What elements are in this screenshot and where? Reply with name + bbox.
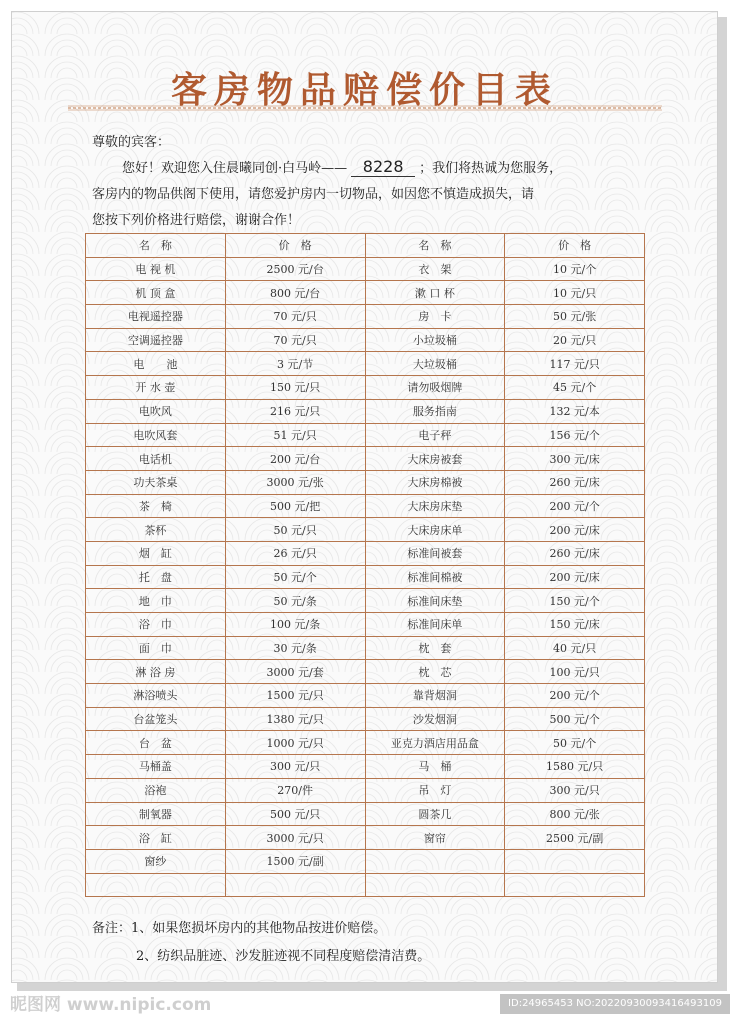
item-price-cell: 50 元/条 [225,589,365,613]
room-number: 8228 [351,158,415,177]
item-name-cell: 地 巾 [86,589,226,613]
item-price-cell: 26 元/只 [225,541,365,565]
item-name-cell: 标准间床垫 [365,589,505,613]
item-name-cell: 马桶盖 [86,755,226,779]
item-price-cell: 156 元/个 [505,423,645,447]
item-name-cell: 浴袍 [86,778,226,802]
item-price-cell [505,873,645,897]
intro-line-1-after: ；我们将热诚为您服务， [419,161,563,176]
item-name-cell [365,849,505,873]
item-price-cell: 800 元/台 [225,281,365,305]
table-row [86,589,645,613]
item-price-cell: 10 元/个 [505,257,645,281]
item-price-cell: 3 元/节 [225,352,365,376]
item-price-cell: 150 元/床 [505,613,645,637]
item-name-cell: 电吹风套 [86,423,226,447]
item-price-cell: 300 元/只 [505,778,645,802]
header-price: 价 格 [505,234,645,258]
item-price-cell: 1500 元/副 [225,849,365,873]
item-price-cell [505,849,645,873]
nipic-id-watermark: ID:24965453 NO:20220930093416493109 [500,994,730,1014]
table-row [86,305,645,329]
item-name-cell: 电子秤 [365,423,505,447]
item-name-cell: 沙发烟洞 [365,707,505,731]
item-price-cell: 800 元/张 [505,802,645,826]
item-name-cell: 电视遥控器 [86,305,226,329]
intro-line-1-before: 您好！欢迎您入住晨曦同创·白马岭—— [122,161,348,176]
item-name-cell: 请勿吸烟牌 [365,376,505,400]
item-price-cell: 3000 元/套 [225,660,365,684]
item-name-cell: 靠背烟洞 [365,684,505,708]
item-price-cell: 500 元/只 [225,802,365,826]
item-price-cell: 70 元/只 [225,328,365,352]
item-name-cell: 面 巾 [86,636,226,660]
table-row [86,755,645,779]
item-price-cell: 216 元/只 [225,399,365,423]
header-name: 名 称 [365,234,505,258]
item-name-cell: 窗纱 [86,849,226,873]
item-price-cell: 51 元/只 [225,423,365,447]
item-name-cell: 吊 灯 [365,778,505,802]
item-price-cell: 150 元/只 [225,376,365,400]
item-price-cell: 2500 元/副 [505,826,645,850]
item-name-cell: 浴 巾 [86,613,226,637]
document-page [11,11,718,983]
item-name-cell: 马 桶 [365,755,505,779]
item-price-cell: 117 元/只 [505,352,645,376]
item-price-cell: 50 元/个 [505,731,645,755]
item-name-cell: 茶 椅 [86,494,226,518]
item-price-cell: 50 元/张 [505,305,645,329]
item-name-cell: 亚克力酒店用品盒 [365,731,505,755]
table-row [86,470,645,494]
table-row [86,636,645,660]
item-price-cell: 200 元/个 [505,684,645,708]
item-price-cell: 1580 元/只 [505,755,645,779]
item-price-cell: 30 元/条 [225,636,365,660]
item-price-cell: 1380 元/只 [225,707,365,731]
item-name-cell: 制氧器 [86,802,226,826]
table-row [86,494,645,518]
table-row [86,849,645,873]
item-price-cell: 150 元/个 [505,589,645,613]
item-price-cell: 45 元/个 [505,376,645,400]
item-name-cell: 淋 浴 房 [86,660,226,684]
table-row [86,802,645,826]
item-name-cell: 标准间棉被 [365,565,505,589]
item-name-cell: 漱 口 杯 [365,281,505,305]
item-name-cell: 房 卡 [365,305,505,329]
table-row [86,541,645,565]
item-name-cell: 电 视 机 [86,257,226,281]
intro-line-2: 客房内的物品供阁下使用，请您爱护房内一切物品，如因您不慎造成损失，请 [92,187,535,202]
table-row [86,518,645,542]
item-price-cell: 2500 元/台 [225,257,365,281]
item-price-cell: 50 元/个 [225,565,365,589]
intro-text [92,130,672,234]
item-name-cell [365,873,505,897]
table-row [86,423,645,447]
price-table [85,233,645,897]
item-price-cell: 100 元/条 [225,613,365,637]
table-row [86,826,645,850]
item-name-cell: 台 盆 [86,731,226,755]
item-name-cell: 开 水 壶 [86,376,226,400]
item-name-cell: 标准间床单 [365,613,505,637]
item-name-cell: 电吹风 [86,399,226,423]
item-name-cell: 窗帘 [365,826,505,850]
table-row [86,660,645,684]
notes [92,915,430,971]
table-row [86,376,645,400]
table-row [86,613,645,637]
item-price-cell: 40 元/只 [505,636,645,660]
table-row [86,257,645,281]
item-name-cell: 托 盘 [86,565,226,589]
table-row [86,873,645,897]
item-price-cell: 1500 元/只 [225,684,365,708]
item-price-cell: 3000 元/只 [225,826,365,850]
item-name-cell: 衣 架 [365,257,505,281]
table-header-row [86,234,645,258]
item-price-cell: 200 元/床 [505,518,645,542]
item-price-cell: 270/件 [225,778,365,802]
item-name-cell: 大垃圾桶 [365,352,505,376]
item-name-cell [86,873,226,897]
item-name-cell: 电 池 [86,352,226,376]
item-name-cell: 空调遥控器 [86,328,226,352]
item-price-cell: 132 元/本 [505,399,645,423]
item-name-cell: 茶杯 [86,518,226,542]
nipic-watermark-logo: 昵图网 www.nipic.com [10,995,212,1015]
item-price-cell [225,873,365,897]
item-name-cell: 烟 缸 [86,541,226,565]
intro-line-3: 您按下列价格进行赔偿，谢谢合作！ [92,213,301,228]
table-row [86,399,645,423]
item-name-cell: 功夫茶桌 [86,470,226,494]
item-price-cell: 10 元/只 [505,281,645,305]
item-name-cell: 标准间被套 [365,541,505,565]
item-name-cell: 大床房床单 [365,518,505,542]
item-name-cell: 台盆笼头 [86,707,226,731]
item-price-cell: 3000 元/张 [225,470,365,494]
item-price-cell: 300 元/床 [505,447,645,471]
item-name-cell: 电话机 [86,447,226,471]
item-price-cell: 500 元/把 [225,494,365,518]
table-row [86,328,645,352]
header-name: 名 称 [86,234,226,258]
header-price: 价 格 [225,234,365,258]
item-name-cell: 枕 套 [365,636,505,660]
item-price-cell: 200 元/床 [505,565,645,589]
item-price-cell: 1000 元/只 [225,731,365,755]
item-price-cell: 300 元/只 [225,755,365,779]
item-price-cell: 260 元/床 [505,541,645,565]
item-price-cell: 500 元/个 [505,707,645,731]
item-name-cell: 小垃圾桶 [365,328,505,352]
item-name-cell: 机 顶 盒 [86,281,226,305]
note-1: 备注：1、如果您损坏房内的其他物品按进价赔偿。 [92,921,387,936]
item-price-cell: 20 元/只 [505,328,645,352]
table-row [86,731,645,755]
item-price-cell: 200 元/个 [505,494,645,518]
item-price-cell: 100 元/只 [505,660,645,684]
item-name-cell: 大床房床垫 [365,494,505,518]
item-price-cell: 70 元/只 [225,305,365,329]
table-row [86,352,645,376]
table-row [86,684,645,708]
item-name-cell: 圆茶几 [365,802,505,826]
table-row [86,447,645,471]
table-row [86,281,645,305]
item-price-cell: 200 元/台 [225,447,365,471]
table-row [86,778,645,802]
item-name-cell: 大床房被套 [365,447,505,471]
item-price-cell: 50 元/只 [225,518,365,542]
item-name-cell: 淋浴喷头 [86,684,226,708]
table-row [86,565,645,589]
item-name-cell: 枕 芯 [365,660,505,684]
intro-line-1 [92,156,672,182]
item-name-cell: 大床房棉被 [365,470,505,494]
item-price-cell: 260 元/床 [505,470,645,494]
page-title: 客房物品赔偿价目表 [170,70,558,111]
item-name-cell: 服务指南 [365,399,505,423]
item-name-cell: 浴 缸 [86,826,226,850]
title-ornament-divider [68,104,662,112]
table-row [86,707,645,731]
greeting: 尊敬的宾客： [92,135,171,150]
note-2: 2、纺织品脏迹、沙发脏迹视不同程度赔偿清洁费。 [136,949,431,964]
